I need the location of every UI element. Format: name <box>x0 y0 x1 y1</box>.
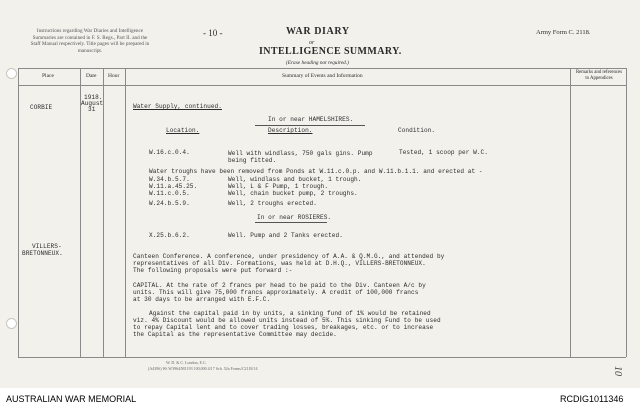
row-description: Well. Pump and 2 Tanks erected. <box>228 232 343 239</box>
title-war-diary: WAR DIARY <box>286 26 350 37</box>
table-bottom-border <box>18 357 626 358</box>
column-divider <box>18 68 19 357</box>
row-description: Well, windlass and bucket, 1 trough. <box>228 176 362 183</box>
army-form-label: Army Form C. 2118. <box>536 29 591 36</box>
area-underline <box>255 222 327 223</box>
table-header-divider <box>18 85 626 86</box>
column-header-remarks: Remarks and references to Appendices <box>575 70 623 81</box>
row-location: W.11.c.0.5. <box>149 190 190 197</box>
row-description: Well, chain bucket pump, 2 troughs. <box>228 190 358 197</box>
capital-paragraph: at 30 days to be arranged with E.F.C. <box>133 296 271 303</box>
row-location: W.16.c.0.4. <box>149 149 190 156</box>
archive-footer <box>0 388 640 411</box>
punch-hole <box>6 68 17 79</box>
place-entry: VILLERS- <box>32 243 62 250</box>
area-underline <box>255 125 365 126</box>
column-divider <box>125 68 126 357</box>
sinking-fund-paragraph: Against the capital paid in by units, a sinking fund of 1% would be retained <box>149 310 431 317</box>
row-location: W.34.b.5.7. <box>149 176 190 183</box>
capital-paragraph: units. This will give 75,000 francs approximately. A credit of 100,000 francs <box>133 289 419 296</box>
title-or: or <box>309 40 315 46</box>
row-description: Well with windlass, 750 gals gins. Pump being fitted. <box>228 150 373 165</box>
sinking-fund-paragraph: viz. 4% Discount would be allowed units instead of 5%. This sinking Fund to be used <box>133 317 441 324</box>
area-heading: In or near ROSIERES. <box>257 214 332 221</box>
table-header-description: Description. <box>268 127 313 134</box>
title-intelligence-summary: INTELLIGENCE SUMMARY. <box>259 46 402 57</box>
column-divider <box>103 68 104 357</box>
canteen-paragraph: Canteen Conference. A conference, under presidency of A.A. & Q.M.G., and attended by <box>133 253 445 260</box>
column-divider <box>570 68 571 357</box>
date-year: 1918. <box>84 94 103 101</box>
table-header-condition: Condition. <box>398 127 436 134</box>
table-header-location: Location. <box>166 127 200 134</box>
row-description: Well, 2 troughs erected. <box>228 200 317 207</box>
canteen-paragraph: representatives of all Div. Formations, was held at D.H.Q., VILLERS-BRETONNEUX. <box>133 260 426 267</box>
instructions-text: Instructions regarding War Diaries and Intelligence Summaries are contained in F. S. Regs., Part II. and the Staff Manual respectively. Title pages will be prepared in manuscript. <box>30 28 150 54</box>
archive-name: AUSTRALIAN WAR MEMORIAL <box>6 394 137 404</box>
column-header-summary: Summary of Events and Information <box>282 73 363 79</box>
column-header-date: Date <box>86 73 97 79</box>
printer-imprint: W. D. & C. London, E.C. <box>166 360 207 365</box>
archive-reference: RCDIG1011346 <box>560 394 624 404</box>
row-description: Well, L & F Pump, 1 trough. <box>228 183 329 190</box>
subtitle: (Erase heading not required.) <box>286 60 349 66</box>
column-header-place: Place <box>42 73 54 79</box>
troughs-text: Water troughs have been removed from Ponds at W.11.c.0.p. and W.11.b.1.1. and erected at - <box>149 168 483 175</box>
column-header-hour: Hour <box>108 73 120 79</box>
section-heading: Water Supply, continued. <box>133 103 222 110</box>
date-month: August <box>81 100 104 107</box>
row-location: W.11.a.45.25. <box>149 183 198 190</box>
punch-hole <box>6 318 17 329</box>
printer-imprint: (A4396) Wt W3964/M1193 100,000 4/17 Sch. 52a Forms/C2118/14 <box>148 366 258 371</box>
page-number: - 10 - <box>203 28 223 38</box>
sinking-fund-paragraph: to repay Capital lent and to cover trading losses, breakages, etc. or to increase <box>133 324 434 331</box>
row-location: X.25.b.6.2. <box>149 232 190 239</box>
capital-paragraph: CAPITAL. At the rate of 2 francs per head to be paid to the Div. Canteen A/c by <box>133 282 426 289</box>
date-day: 31 <box>88 106 96 113</box>
row-condition: Tested, 1 scoop per W.C. <box>399 149 488 156</box>
place-entry: CORBIE <box>30 104 53 111</box>
sinking-fund-paragraph: the Capital as the representative Committee may decide. <box>133 331 337 338</box>
area-heading: In or near HAMELSHIRES. <box>268 116 354 123</box>
handwritten-page-mark: 10 <box>612 366 623 376</box>
place-entry: BRETONNEUX. <box>22 250 63 257</box>
column-divider <box>626 68 627 357</box>
canteen-paragraph: The following proposals were put forward :- <box>133 267 293 274</box>
column-divider <box>80 68 81 357</box>
table-top-border <box>18 68 626 69</box>
row-location: W.24.b.5.9. <box>149 200 190 207</box>
